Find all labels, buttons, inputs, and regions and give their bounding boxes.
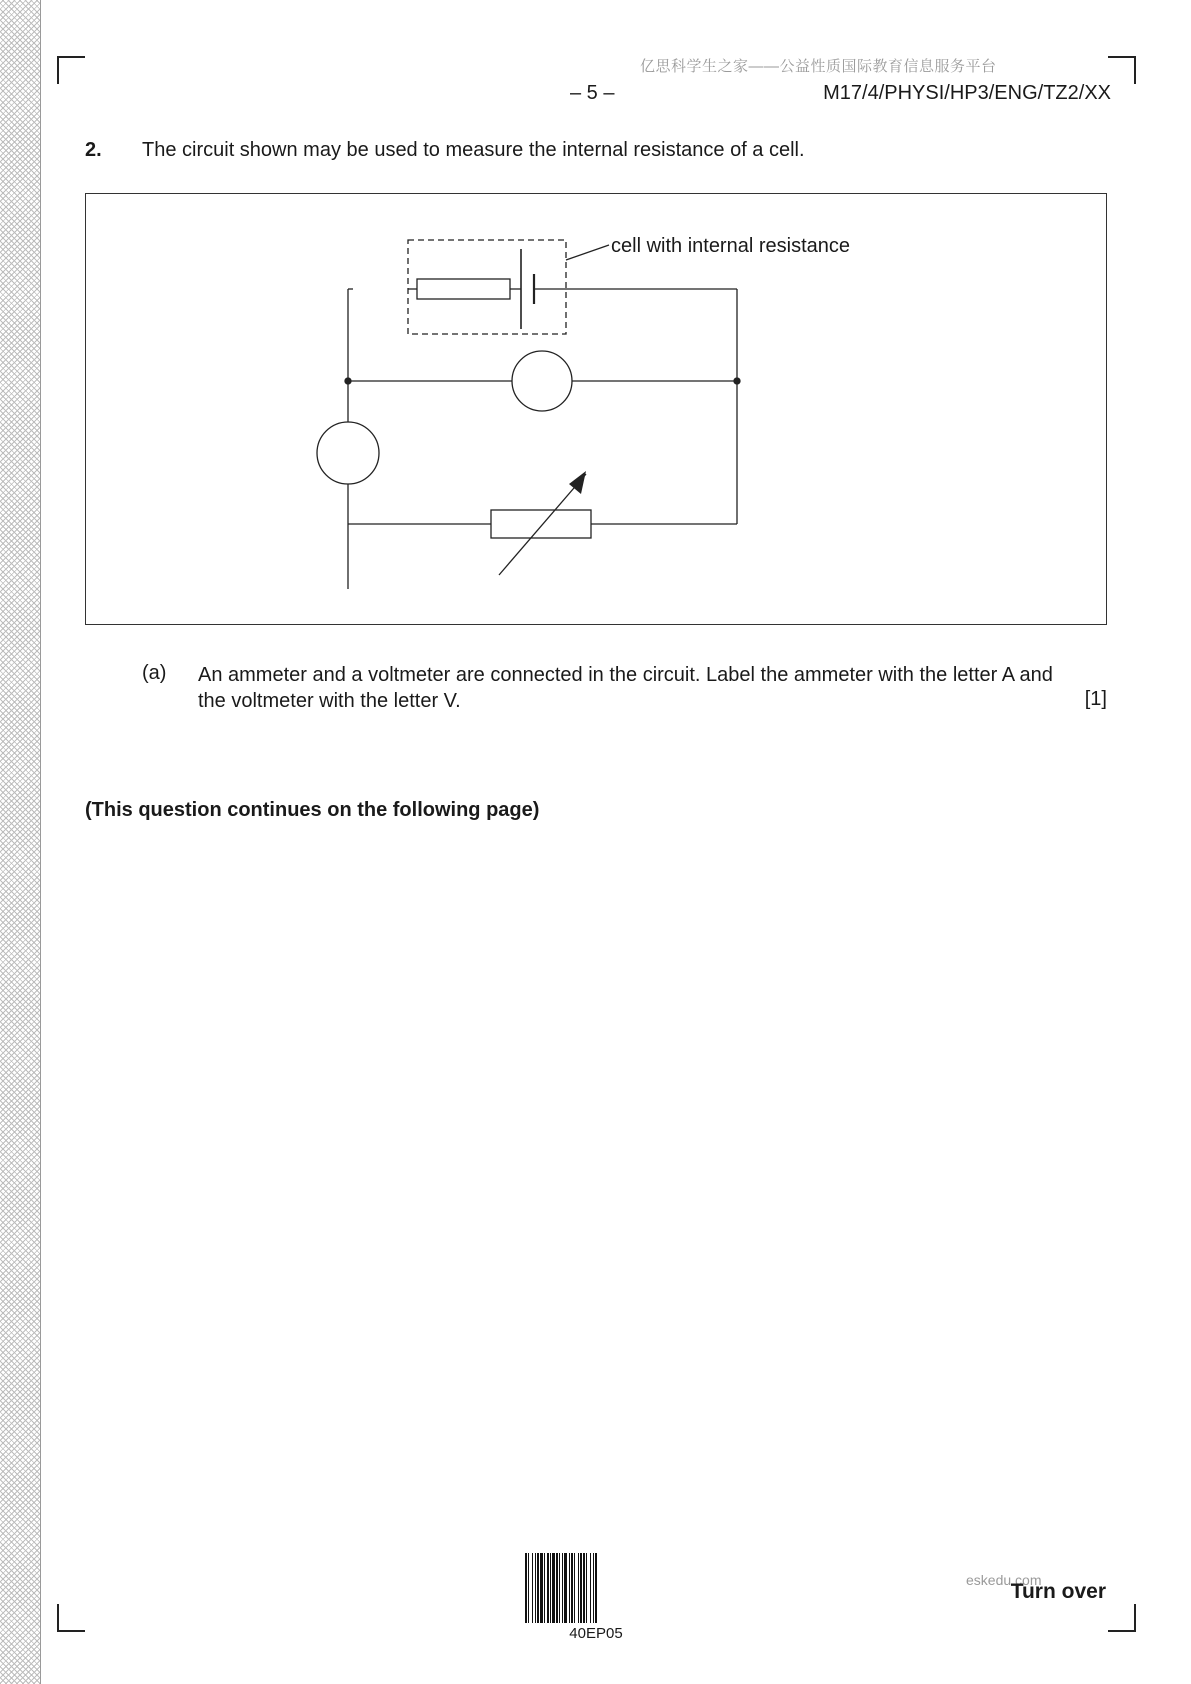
barcode-bar	[552, 1553, 555, 1623]
barcode-text: 40EP05	[569, 1625, 623, 1642]
internal-resistor	[417, 279, 510, 299]
barcode-bar	[586, 1553, 587, 1623]
crop-mark-bottom-right	[1108, 1604, 1136, 1632]
barcode-bar	[593, 1553, 594, 1623]
barcode-bar	[556, 1553, 558, 1623]
circuit-diagram	[86, 194, 1108, 626]
footer-watermark: eskedu.com	[966, 1572, 1042, 1588]
meter-circle-top	[512, 351, 572, 411]
paper-code: M17/4/PHYSI/HP3/ENG/TZ2/XX	[823, 82, 1111, 104]
header-watermark: 亿思科学生之家——公益性质国际教育信息服务平台	[640, 58, 997, 75]
barcode-bar	[574, 1553, 575, 1623]
cell-label-leader	[566, 245, 609, 260]
cell-dashed-boundary	[408, 240, 566, 334]
barcode-bar	[578, 1553, 579, 1623]
barcode-bar	[564, 1553, 567, 1623]
continues-note: (This question continues on the following page)	[85, 799, 540, 821]
question-stem: The circuit shown may be used to measure the internal resistance of a cell.	[142, 139, 805, 161]
cell-label: cell with internal resistance	[611, 235, 850, 257]
junction-right	[734, 378, 740, 384]
barcode-bar	[562, 1553, 563, 1623]
barcode-bar	[571, 1553, 573, 1623]
barcode-bar	[595, 1553, 597, 1623]
part-a-text: An ammeter and a voltmeter are connected in the circuit. Label the ammeter with the letter A and the voltmeter with the letter V.	[198, 664, 1053, 712]
circuit-figure	[85, 193, 1107, 625]
barcode-bar	[550, 1553, 551, 1623]
part-a-letter: (a)	[142, 662, 167, 684]
barcode-bar	[537, 1553, 539, 1623]
barcode-bars	[523, 1553, 669, 1623]
part-a-marks: [1]	[1084, 688, 1107, 710]
page-number: – 5 –	[570, 82, 615, 104]
barcode	[523, 1553, 669, 1642]
junction-left	[345, 378, 351, 384]
barcode-bar	[532, 1553, 533, 1623]
crop-mark-bottom-left	[57, 1604, 85, 1632]
barcode-bar	[544, 1553, 545, 1623]
question-number: 2.	[85, 139, 102, 161]
crop-mark-top-left	[57, 56, 85, 84]
page-edge-strip	[0, 0, 41, 1684]
barcode-bar	[583, 1553, 585, 1623]
barcode-bar	[535, 1553, 536, 1623]
barcode-bar	[569, 1553, 570, 1623]
barcode-bar	[547, 1553, 549, 1623]
meter-circle-left	[317, 422, 379, 484]
barcode-bar	[559, 1553, 560, 1623]
barcode-bar	[540, 1553, 543, 1623]
crop-mark-top-right	[1108, 56, 1136, 84]
barcode-bar	[580, 1553, 582, 1623]
barcode-bar	[590, 1553, 591, 1623]
variable-resistor	[491, 510, 591, 538]
turn-over: Turn over	[1010, 1580, 1106, 1603]
barcode-bar	[525, 1553, 527, 1623]
barcode-bar	[528, 1553, 529, 1623]
